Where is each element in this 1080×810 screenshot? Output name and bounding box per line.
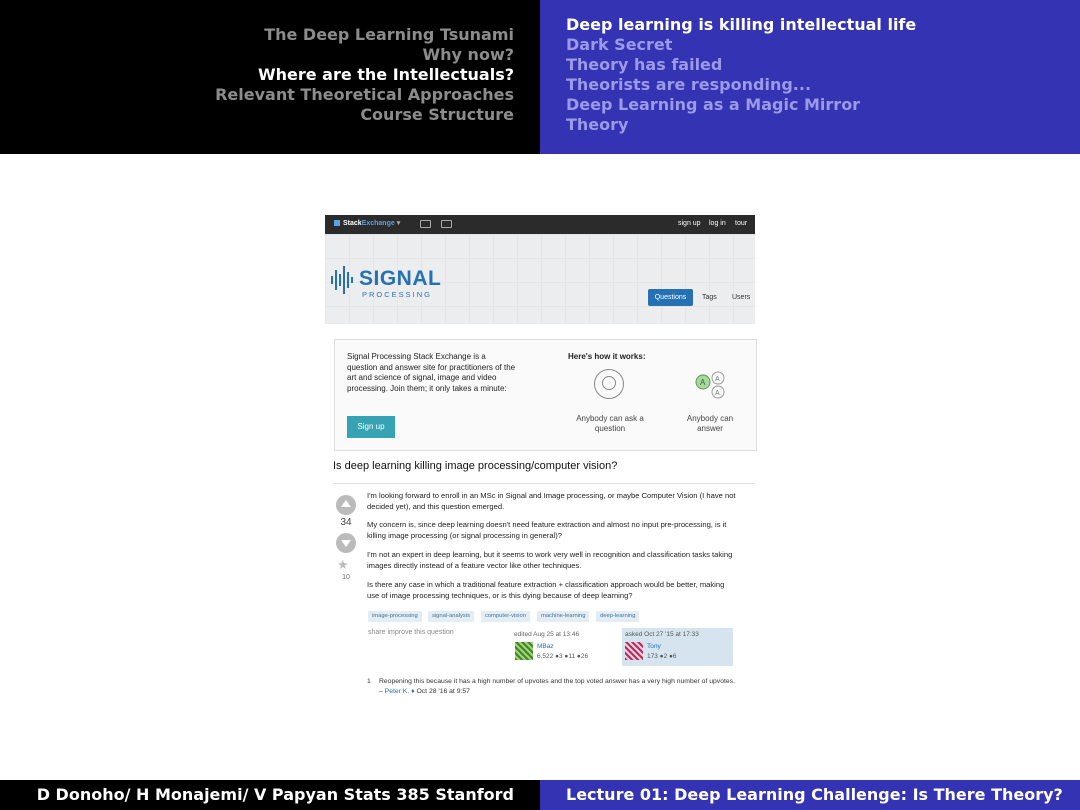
users-tab[interactable]: Users: [732, 294, 751, 301]
vote-count: 34: [340, 517, 352, 528]
question-title[interactable]: Is deep learning killing image processing/computer vision?: [333, 460, 618, 472]
se-brand[interactable]: StackExchange ▾: [334, 219, 400, 227]
question-paragraph: I'm looking forward to enroll in an MSc in Signal and Image processing, or maybe Computer Vision (I have not decided yet), and this question emerged.: [367, 491, 736, 511]
anybody-ask-caption: Anybody can ask a question: [576, 414, 644, 433]
asked-timestamp: asked Oct 27 '15 at 17:33: [625, 631, 699, 638]
inbox-icon[interactable]: [420, 220, 431, 228]
nav-section-why-now[interactable]: Why now?: [422, 45, 514, 64]
header-subsections-panel: [540, 0, 1080, 154]
upvote-button[interactable]: [336, 495, 356, 515]
tags-tab[interactable]: Tags: [702, 294, 717, 301]
answer-icon: [693, 370, 729, 402]
achievements-icon[interactable]: [441, 220, 452, 228]
asker-signature: [622, 628, 733, 666]
signup-button[interactable]: Sign up: [347, 416, 395, 438]
footer-authors-panel: [0, 780, 540, 810]
nav-subsection-magic-mirror[interactable]: Deep Learning as a Magic Mirror: [566, 95, 861, 114]
share-improve-links[interactable]: share improve this question: [368, 629, 454, 636]
nav-subsection-killing[interactable]: Deep learning is killing intellectual life: [566, 15, 917, 34]
downvote-button[interactable]: [336, 533, 356, 553]
svg-text:A: A: [715, 390, 720, 397]
se-logo-icon: [334, 220, 340, 226]
nav-section-tsunami[interactable]: The Deep Learning Tsunami: [264, 25, 514, 44]
footer-lecture-title: Lecture 01: Deep Learning Challenge: Is There Theory?: [566, 785, 1063, 804]
svg-text:A: A: [715, 376, 720, 383]
soundwave-icon: [330, 264, 354, 296]
stackexchange-screenshot: [325, 215, 755, 705]
welcome-text: Signal Processing Stack Exchange is a question and answer site for practitioners of the art and science of signal, image and video processing. Join them; it only takes a minute:: [347, 352, 516, 393]
header-sections-panel: [0, 0, 540, 154]
favorite-count: 10: [342, 574, 350, 581]
questions-tab[interactable]: Questions: [648, 289, 693, 306]
login-link[interactable]: log in: [709, 220, 726, 227]
nav-subsection-theory[interactable]: Theory: [566, 115, 629, 134]
tag-image-processing[interactable]: image-processing: [368, 611, 422, 622]
asker-name[interactable]: Tony: [647, 643, 661, 650]
site-logo-subtext: PROCESSING: [362, 290, 433, 299]
site-logo-text[interactable]: SIGNAL: [359, 267, 442, 290]
nav-subsection-theorists[interactable]: Theorists are responding...: [566, 75, 812, 94]
svg-text:A: A: [700, 378, 706, 387]
question-paragraph: Is there any case in which a traditional feature extraction + classification approach would be better, making use of image processing techniques, or is this dying because of deep learning?: [367, 580, 725, 600]
tag-signal-analysis[interactable]: signal-analysis: [428, 611, 474, 622]
nav-subsection-dark-secret[interactable]: Dark Secret: [566, 35, 673, 54]
footer-authors: D Donoho/ H Monajemi/ V Papyan Stats 385 Stanford: [36, 785, 514, 804]
comment-user[interactable]: Peter K. ♦: [384, 687, 415, 695]
comment-score: 1: [367, 678, 371, 685]
nav-section-course-structure[interactable]: Course Structure: [360, 105, 514, 124]
tag-machine-learning[interactable]: machine-learning: [537, 611, 589, 622]
edited-timestamp[interactable]: edited Aug 25 at 13:46: [514, 631, 580, 638]
nav-section-intellectuals[interactable]: Where are the Intellectuals?: [257, 65, 514, 84]
editor-avatar[interactable]: [515, 642, 533, 660]
comment-text: Reopening this because it has a high number of upvotes and the top voted answer has a very high number of upvotes. –: [379, 678, 735, 695]
nav-subsection-theory-failed[interactable]: Theory has failed: [566, 55, 723, 74]
question-paragraph: I'm not an expert in deep learning, but it seems to work very well in recognition and classification tasks taking images directly instead of a feature vector like other techniques.: [367, 550, 733, 570]
how-it-works-title: Here's how it works:: [568, 352, 646, 361]
tour-link[interactable]: tour: [735, 220, 748, 227]
tag-deep-learning[interactable]: deep-learning: [596, 611, 639, 622]
comment-date: Oct 28 '16 at 9:57: [416, 687, 470, 695]
ask-question-icon: [594, 369, 624, 399]
question-paragraph: My concern is, since deep learning doesn't need feature extraction and almost no input pre-processing, is it killing image processing (or signal processing in general)?: [367, 520, 727, 540]
asker-avatar[interactable]: [625, 642, 643, 660]
editor-name[interactable]: MBaz: [537, 643, 554, 650]
se-topbar: [325, 215, 755, 234]
anybody-answer-caption: Anybody can answer: [686, 414, 734, 433]
nav-section-approaches[interactable]: Relevant Theoretical Approaches: [215, 85, 514, 104]
tag-computer-vision[interactable]: computer-vision: [481, 611, 530, 622]
editor-reputation: 6,522 ●3 ●11 ●26: [537, 653, 589, 660]
asker-reputation: 173 ●2 ●6: [647, 653, 677, 660]
favorite-star-icon[interactable]: ★: [337, 557, 349, 572]
divider: [333, 483, 755, 484]
signup-link[interactable]: sign up: [678, 220, 701, 227]
footer-lecture-panel: [540, 780, 1080, 810]
site-banner: [325, 234, 755, 324]
welcome-card: [334, 339, 757, 451]
